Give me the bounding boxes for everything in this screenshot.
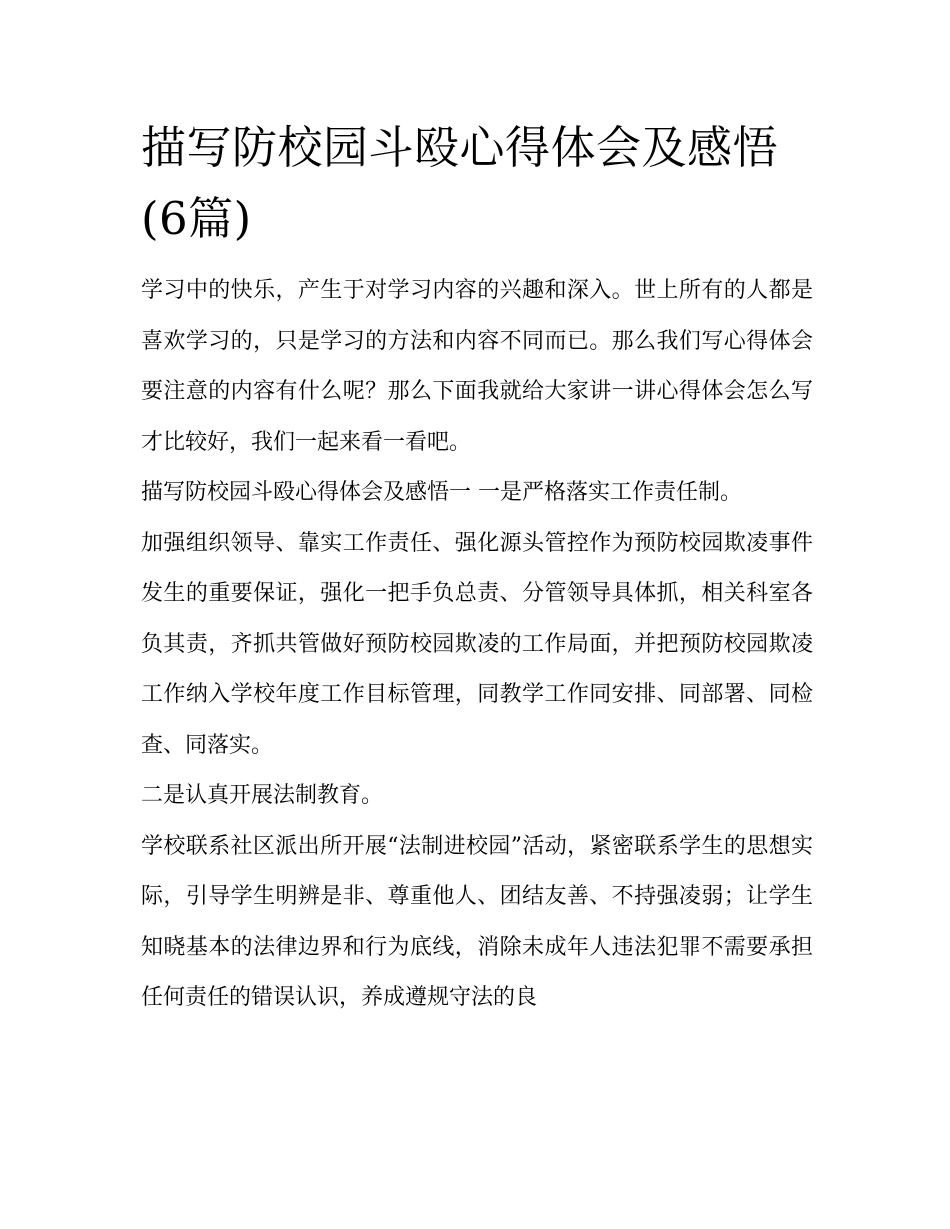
paragraph-legal-education: 学校联系社区派出所开展“法制进校园”活动，紧密联系学生的思想实际，引导学生明辨是非、尊重他人、团结友善、不持强凌弱；让学生知晓基本的法律边界和行为底线，消除未成年人违法犯罪不需要承担任何责任的错误认识，养成遵规守法的良 (141, 833, 813, 1010)
document-body (141, 112, 813, 1024)
paragraph-intro: 学习中的快乐，产生于对学习内容的兴趣和深入。世上所有的人都是喜欢学习的，只是学习的方法和内容不同而已。那么我们写心得体会要注意的内容有什么呢？那么下面我就给大家讲一讲心得体会怎么写才比较好，我们一起来看一看吧。 (141, 278, 813, 455)
section-heading-2: 二是认真开展法制教育。 (141, 783, 384, 808)
paragraph-responsibility: 加强组织领导、靠实工作责任、强化源头管控作为预防校园欺凌事件发生的重要保证，强化一把手负总责、分管领导具体抓，相关科室各负其责，齐抓共管做好预防校园欺凌的工作局面，并把预防校园欺凌工作纳入学校年度工作目标管理，同教学工作同安排、同部署、同检查、同落实。 (141, 530, 813, 758)
section-heading-1: 描写防校园斗殴心得体会及感悟一 一是严格落实工作责任制。 (141, 480, 742, 505)
document-title: 描写防校园斗殴心得体会及感悟(6篇) (141, 121, 779, 245)
